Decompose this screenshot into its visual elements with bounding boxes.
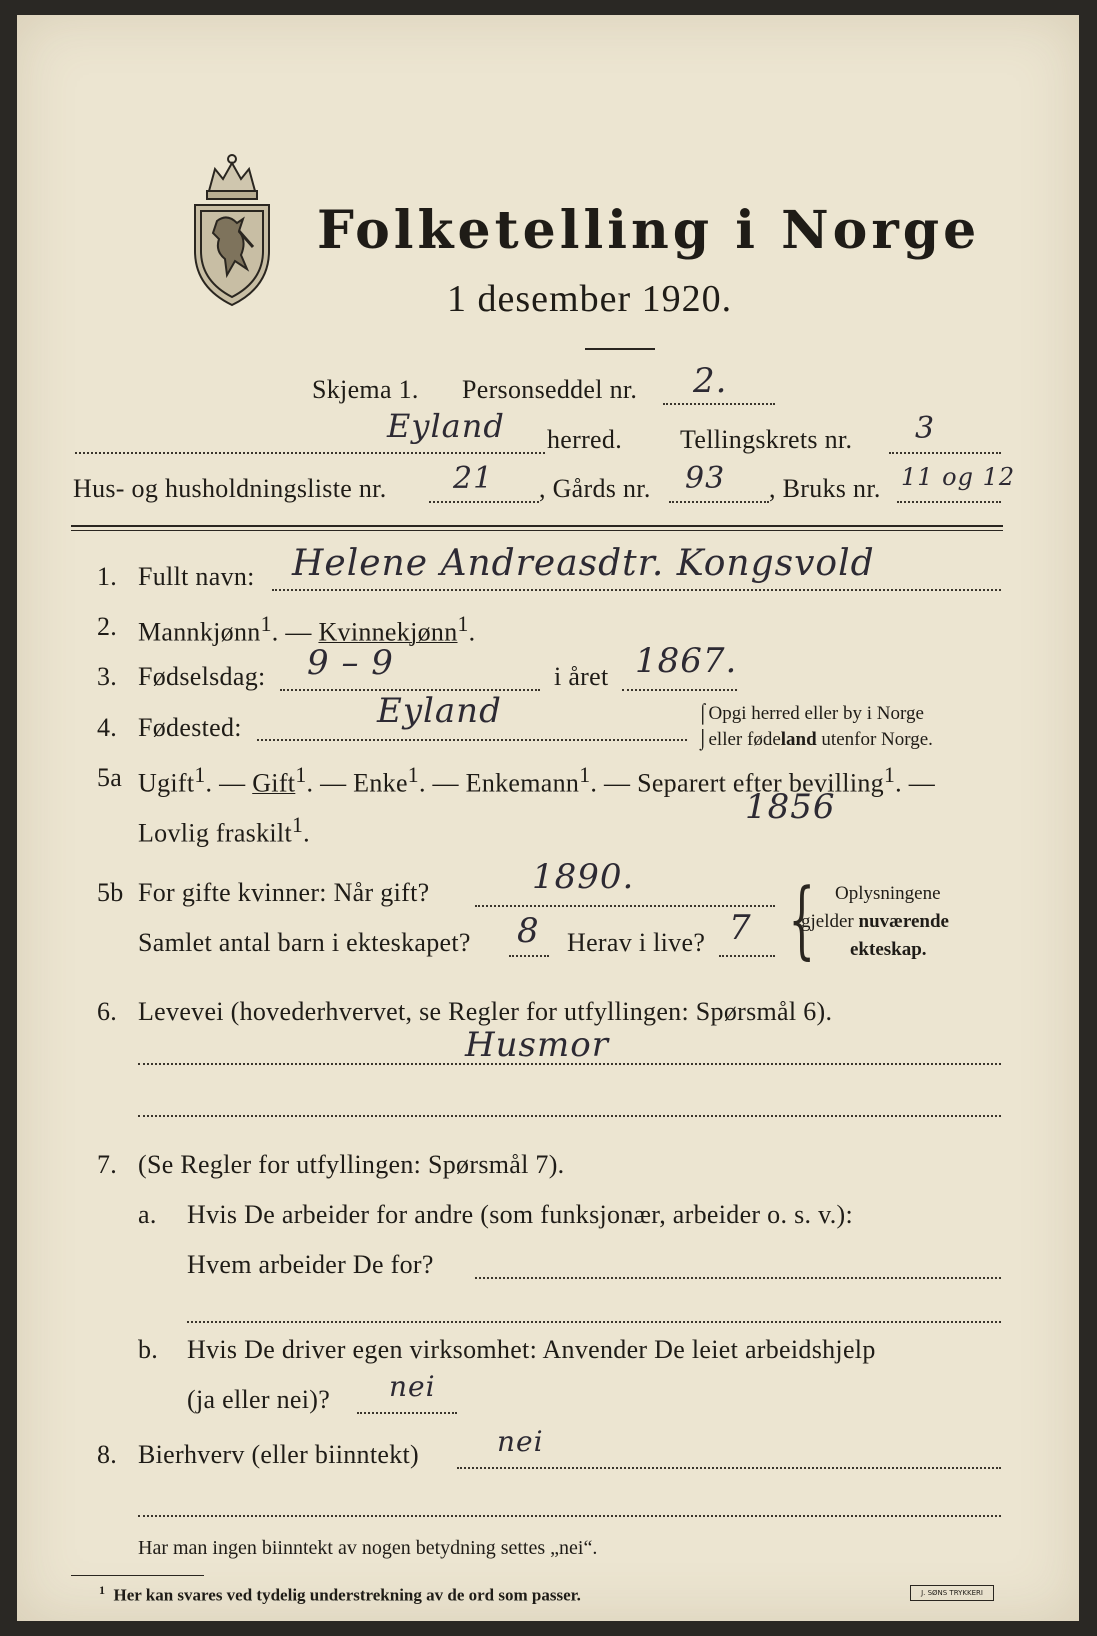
printer-stamp: J. SØNS TRYKKERI (910, 1585, 994, 1601)
q5b-note1: Oplysningene (835, 883, 941, 904)
gards-line (669, 501, 769, 503)
gards-value[interactable]: 93 (685, 461, 726, 496)
option-female[interactable]: Kvinnekjønn (318, 617, 458, 647)
norway-coat-of-arms-icon (187, 151, 277, 311)
q4-label: Fødested: (138, 713, 242, 742)
q6-line2 (138, 1115, 1001, 1117)
q8-line2 (138, 1515, 1001, 1517)
q6-label: Levevei (hovederhvervet, se Regler for utfyllingen: Spørsmål 6). (138, 997, 833, 1026)
option-ugift[interactable]: Ugift (138, 768, 195, 798)
q4-number: 4. (97, 713, 118, 742)
personseddel-value[interactable]: 2. (693, 361, 728, 401)
q2-number: 2. (97, 612, 118, 641)
skjema-label: Skjema 1. (312, 375, 419, 404)
q1-line (272, 589, 1001, 591)
q7b-value[interactable]: nei (389, 1370, 436, 1403)
q3-year-label: i året (554, 662, 609, 691)
q7a-text2: Hvem arbeider De for? (187, 1250, 434, 1279)
q4-value[interactable]: Eyland (377, 691, 502, 731)
q5b-label-married: For gifte kvinner: Når gift? (138, 878, 430, 907)
q5b-brace: { (788, 870, 816, 968)
q6-value[interactable]: Husmor (465, 1025, 609, 1065)
bruks-line (897, 501, 1001, 503)
footer-note: Har man ingen biinntekt av nogen betydning settes „nei“. (138, 1537, 598, 1559)
form-title: Folketelling i Norge (317, 200, 981, 261)
q5b-alive-line (719, 955, 775, 957)
q4-line (257, 739, 687, 741)
gards-label: , Gårds nr. (539, 474, 651, 503)
q5b-label-alive: Herav i live? (567, 928, 706, 957)
option-fraskilt[interactable]: Lovlig fraskilt (138, 818, 292, 848)
header-divider (71, 525, 1003, 531)
tellingskrets-value[interactable]: 3 (915, 411, 936, 446)
q7a-letter: a. (138, 1200, 157, 1229)
q5b-married-line (475, 905, 775, 907)
personseddel-line (663, 403, 775, 405)
q8-value[interactable]: nei (497, 1425, 544, 1458)
q8-number: 8. (97, 1440, 118, 1469)
q5a-options: Ugift$^1$. — Gift$^1$. — Enke$^1$. — Enkemann$^1$. — Separert efter bevilling$^1$. — (138, 763, 935, 798)
bruks-label: , Bruks nr. (769, 474, 881, 503)
footnote: $^1$ Her kan svares ved tydelig understrekning av de ord som passer. (99, 1583, 581, 1605)
title-divider (585, 348, 655, 350)
q3-number: 3. (97, 662, 118, 691)
q7b-text1: Hvis De driver egen virksomhet: Anvender De leiet arbeidshjelp (187, 1335, 876, 1364)
q5b-number: 5b (97, 878, 124, 907)
q5b-label-children: Samlet antal barn i ekteskapet? (138, 928, 471, 957)
q4-note-line1: ⌠Opgi herred eller by i Norge (697, 703, 924, 724)
q5b-alive-value[interactable]: 7 (729, 908, 752, 948)
q7a-text1: Hvis De arbeider for andre (som funksjonær, arbeider o. s. v.): (187, 1200, 853, 1229)
option-enke[interactable]: Enke (353, 768, 408, 798)
hus-line (429, 501, 539, 503)
q3-label: Fødselsdag: (138, 662, 266, 691)
bruks-value[interactable]: 11 og 12 (901, 463, 1016, 491)
q1-number: 1. (97, 562, 118, 591)
option-separert[interactable]: Separert efter bevilling (637, 768, 884, 798)
herred-line (75, 452, 545, 454)
q8-label: Bierhverv (eller biinntekt) (138, 1440, 419, 1469)
option-gift[interactable]: Gift (252, 768, 296, 798)
hus-label: Hus- og husholdningsliste nr. (73, 474, 387, 503)
q7-number: 7. (97, 1150, 118, 1179)
q1-label: Fullt navn: (138, 562, 255, 591)
q7b-line (357, 1412, 457, 1414)
q7b-text2: (ja eller nei)? (187, 1385, 331, 1414)
q3-year-value[interactable]: 1867. (635, 641, 738, 681)
q6-line1 (138, 1063, 1001, 1065)
tellingskrets-line (889, 452, 1001, 454)
q5b-children-value[interactable]: 8 (517, 911, 540, 951)
q7b-letter: b. (138, 1335, 159, 1364)
q5a-options-line2: Lovlig fraskilt$^1$. (138, 813, 310, 848)
q7-label: (Se Regler for utfyllingen: Spørsmål 7). (138, 1150, 565, 1179)
q6-number: 6. (97, 997, 118, 1026)
q3-year-line (622, 689, 737, 691)
q5b-married-value[interactable]: 1890. (532, 857, 635, 897)
census-form (17, 15, 1079, 1621)
option-enkemann[interactable]: Enkemann (465, 768, 580, 798)
option-male[interactable]: Mannkjønn (138, 617, 261, 647)
footnote-rule (71, 1575, 204, 1576)
q5b-note3: ekteskap. (850, 939, 927, 960)
census-date: 1 desember 1920. (447, 278, 733, 320)
q5a-margin-note: 1856 (745, 787, 836, 827)
q5a-number: 5a (97, 763, 123, 792)
q5b-note2: gjelder nuværende (801, 911, 949, 932)
q1-value[interactable]: Helene Andreasdtr. Kongsvold (292, 543, 875, 584)
q7a-line2 (187, 1321, 1001, 1323)
tellingskrets-label: Tellingskrets nr. (680, 425, 853, 454)
herred-label: herred. (547, 425, 622, 454)
q8-line1 (457, 1467, 1001, 1469)
personseddel-label: Personseddel nr. (462, 375, 638, 404)
q3-value[interactable]: 9 – 9 (307, 643, 394, 683)
hus-value[interactable]: 21 (453, 461, 494, 496)
q5b-children-line (509, 955, 549, 957)
herred-value[interactable]: Eyland (387, 407, 505, 445)
q2-options: Mannkjønn$^1$. — Kvinnekjønn$^1$. (138, 612, 476, 647)
q4-note-line2: ⌡eller fødeland utenfor Norge. (697, 729, 933, 750)
q7a-line1 (475, 1277, 1001, 1279)
